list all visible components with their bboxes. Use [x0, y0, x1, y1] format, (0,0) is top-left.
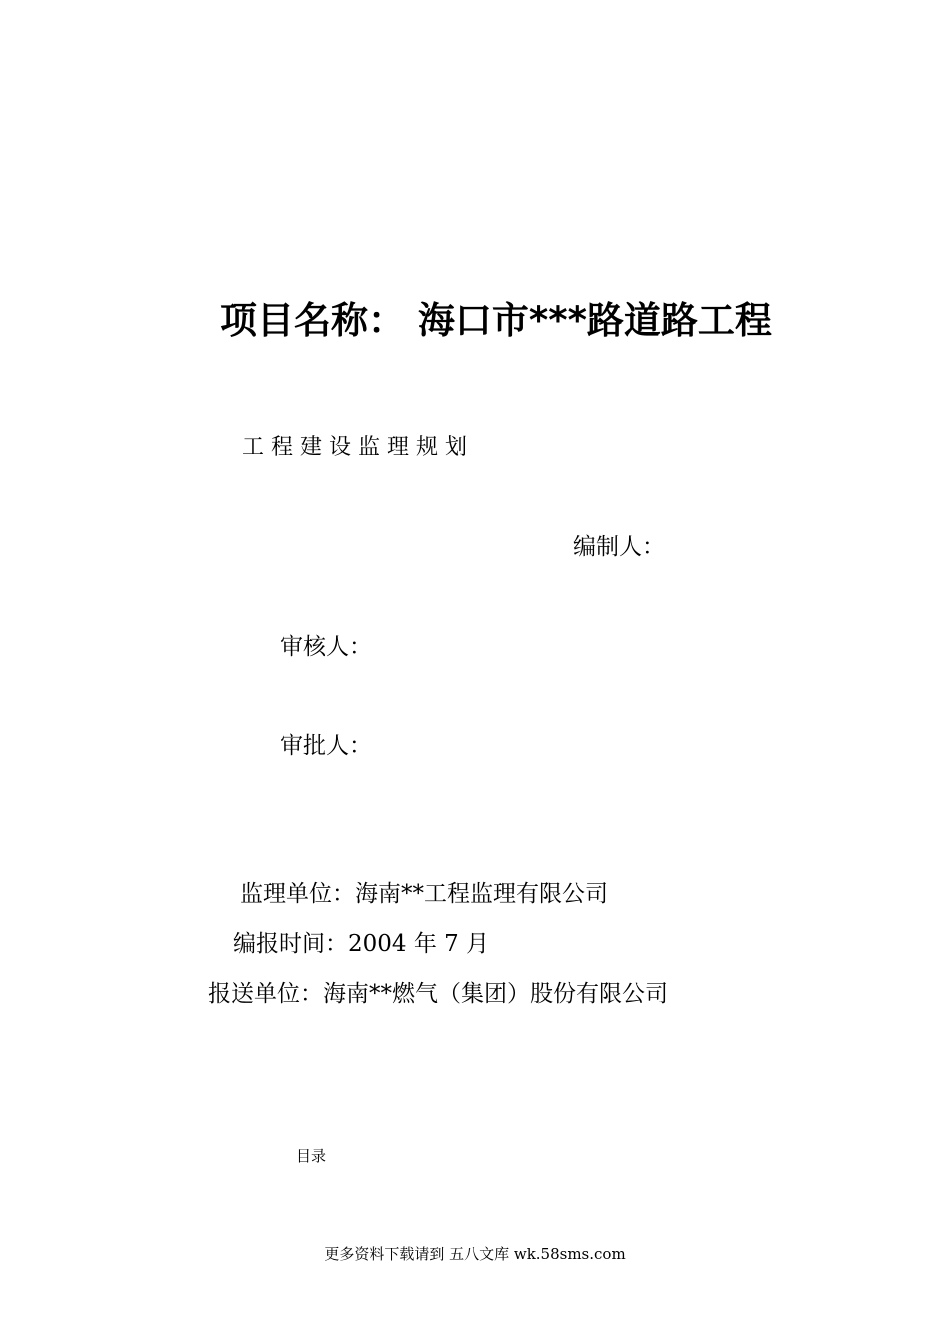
supervision-unit: 监理单位：海南**工程监理有限公司 — [240, 881, 608, 907]
footer-note: 更多资料下载请到 五八文库 wk.58sms.com — [324, 1245, 626, 1263]
document-subtitle: 工程建设监理规划 — [242, 435, 475, 460]
report-time: 编报时间：2004 年 7 月 — [233, 931, 490, 957]
reviewer-label: 审核人： — [280, 634, 372, 660]
compiler-label: 编制人： — [573, 534, 665, 560]
toc-heading: 目录 — [296, 1147, 327, 1165]
submit-unit: 报送单位：海南**燃气（集团）股份有限公司 — [208, 981, 668, 1007]
approver-label: 审批人： — [280, 733, 372, 759]
project-title: 项目名称： 海口市***路道路工程 — [220, 299, 772, 342]
